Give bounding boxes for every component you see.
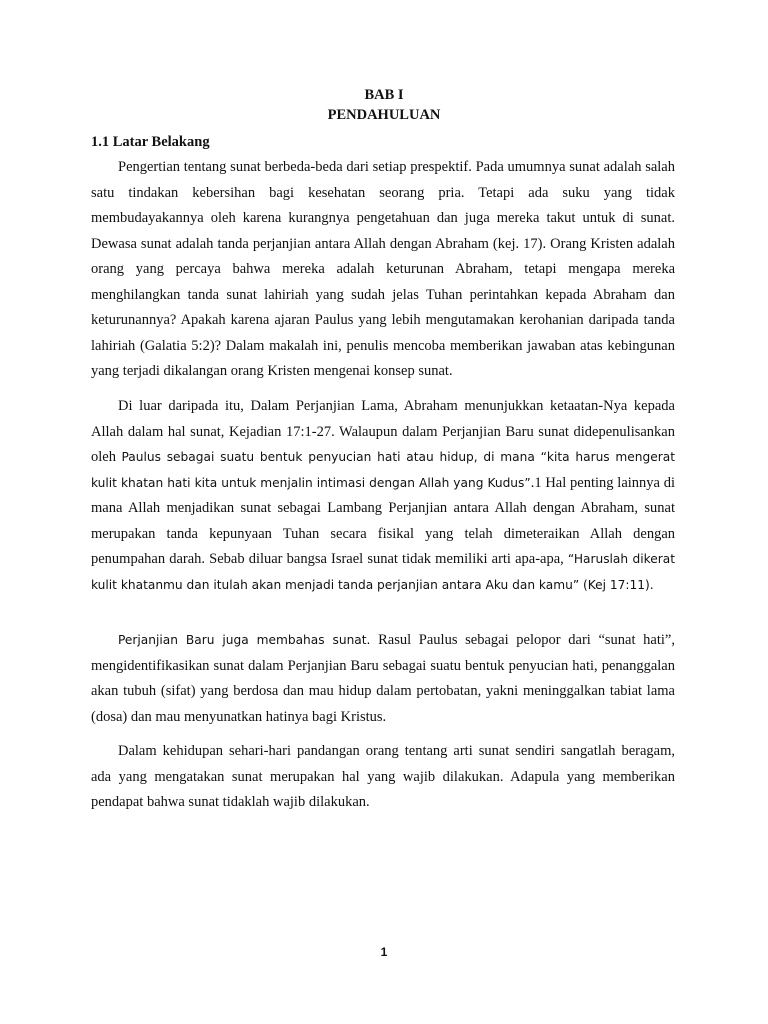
paragraph-2-middle: .1 Hal penting lainnya di mana Allah menjadikan sunat sebagai Lambang Perjanjian antara Allah dengan Abraham, sunat merupakan tanda kepunyaan Tuhan secara fisikal yang telah dimeteraikan Allah dengan penumpahan darah. Sebab diluar bangsa Israel sunat tidak memiliki arti apa-apa, [91, 474, 676, 567]
chapter-number: BAB I [364, 87, 404, 103]
paragraph-2 [91, 394, 675, 598]
paragraph-3-rest: Rasul Paulus sebagai pelopor dari “sunat hati”, mengidentifikasikan sunat dalam Perjanjian Baru sebagai suatu bentuk penyucian hati, penanggalan akan tubuh (sifat) yang berdosa dan mau hidup dalam pertobatan, yakni meninggalkan tabiat lama (dosa) dan mau menyunatkan hatinya bagi Kristus. [91, 632, 675, 725]
paragraph-3-lead: Perjanjian Baru juga membahas sunat. [118, 633, 371, 647]
paragraph-2-quote-kejadian: “Haruslah dikerat kulit khatanmu dan itulah akan menjadi tanda perjanjian antara Aku dan kamu” (Kej 17:11). [91, 552, 675, 592]
section-heading: 1.1 Latar Belakang [91, 134, 210, 150]
paragraph-1: Pengertian tentang sunat berbeda-beda dari setiap prespektif. Pada umumnya sunat adalah salah satu tindakan kebersihan bagi kesehatan seorang pria. Tetapi ada suku yang tidak membudayakannya oleh karena kurangnya pengetahuan dan juga mereka takut untuk di sunat. Dewasa sunat adalah tanda perjanjian antara Allah dengan Abraham (kej. 17). Orang Kristen adalah orang yang percaya bahwa mereka adalah keturunan Abraham, tetapi mengapa mereka menghilangkan tanda sunat lahiriah yang sudah jelas Tuhan perintahkan kepada Abraham dan keturunannya? Apakah karena ajaran Paulus yang lebih mengutamakan kerohanian daripada tanda lahiriah (Galatia 5:2)? Dalam makalah ini, penulis mencoba memberikan jawaban atas kebingunan yang terjadi dikalangan orang Kristen mengenai konsep sunat. [91, 159, 675, 379]
paragraph-3 [91, 628, 675, 730]
paragraph-2-quote-paulus: Paulus sebagai suatu bentuk penyucian hati atau hidup, di mana “kita harus mengerat kulit khatan hati kita untuk menjalin intimasi dengan Allah yang Kudus” [91, 450, 675, 490]
paragraph-4: Dalam kehidupan sehari-hari pandangan orang tentang arti sunat sendiri sangatlah beragam, ada yang mengatakan sunat merupakan hal yang wajib dilakukan. Adapula yang memberikan pendapat bahwa sunat tidaklah wajib dilakukan. [91, 743, 675, 810]
paragraph-2-lead: Di luar daripada itu, Dalam Perjanjian Lama, Abraham menunjukkan ketaatan-Nya kepada Allah dalam hal sunat, Kejadian 17:1-27. Walaupun dalam Perjanjian Baru sunat didepenulisankan oleh [91, 398, 675, 465]
chapter-title: PENDAHULUAN [327, 107, 441, 123]
page-number: 1 [380, 945, 388, 959]
